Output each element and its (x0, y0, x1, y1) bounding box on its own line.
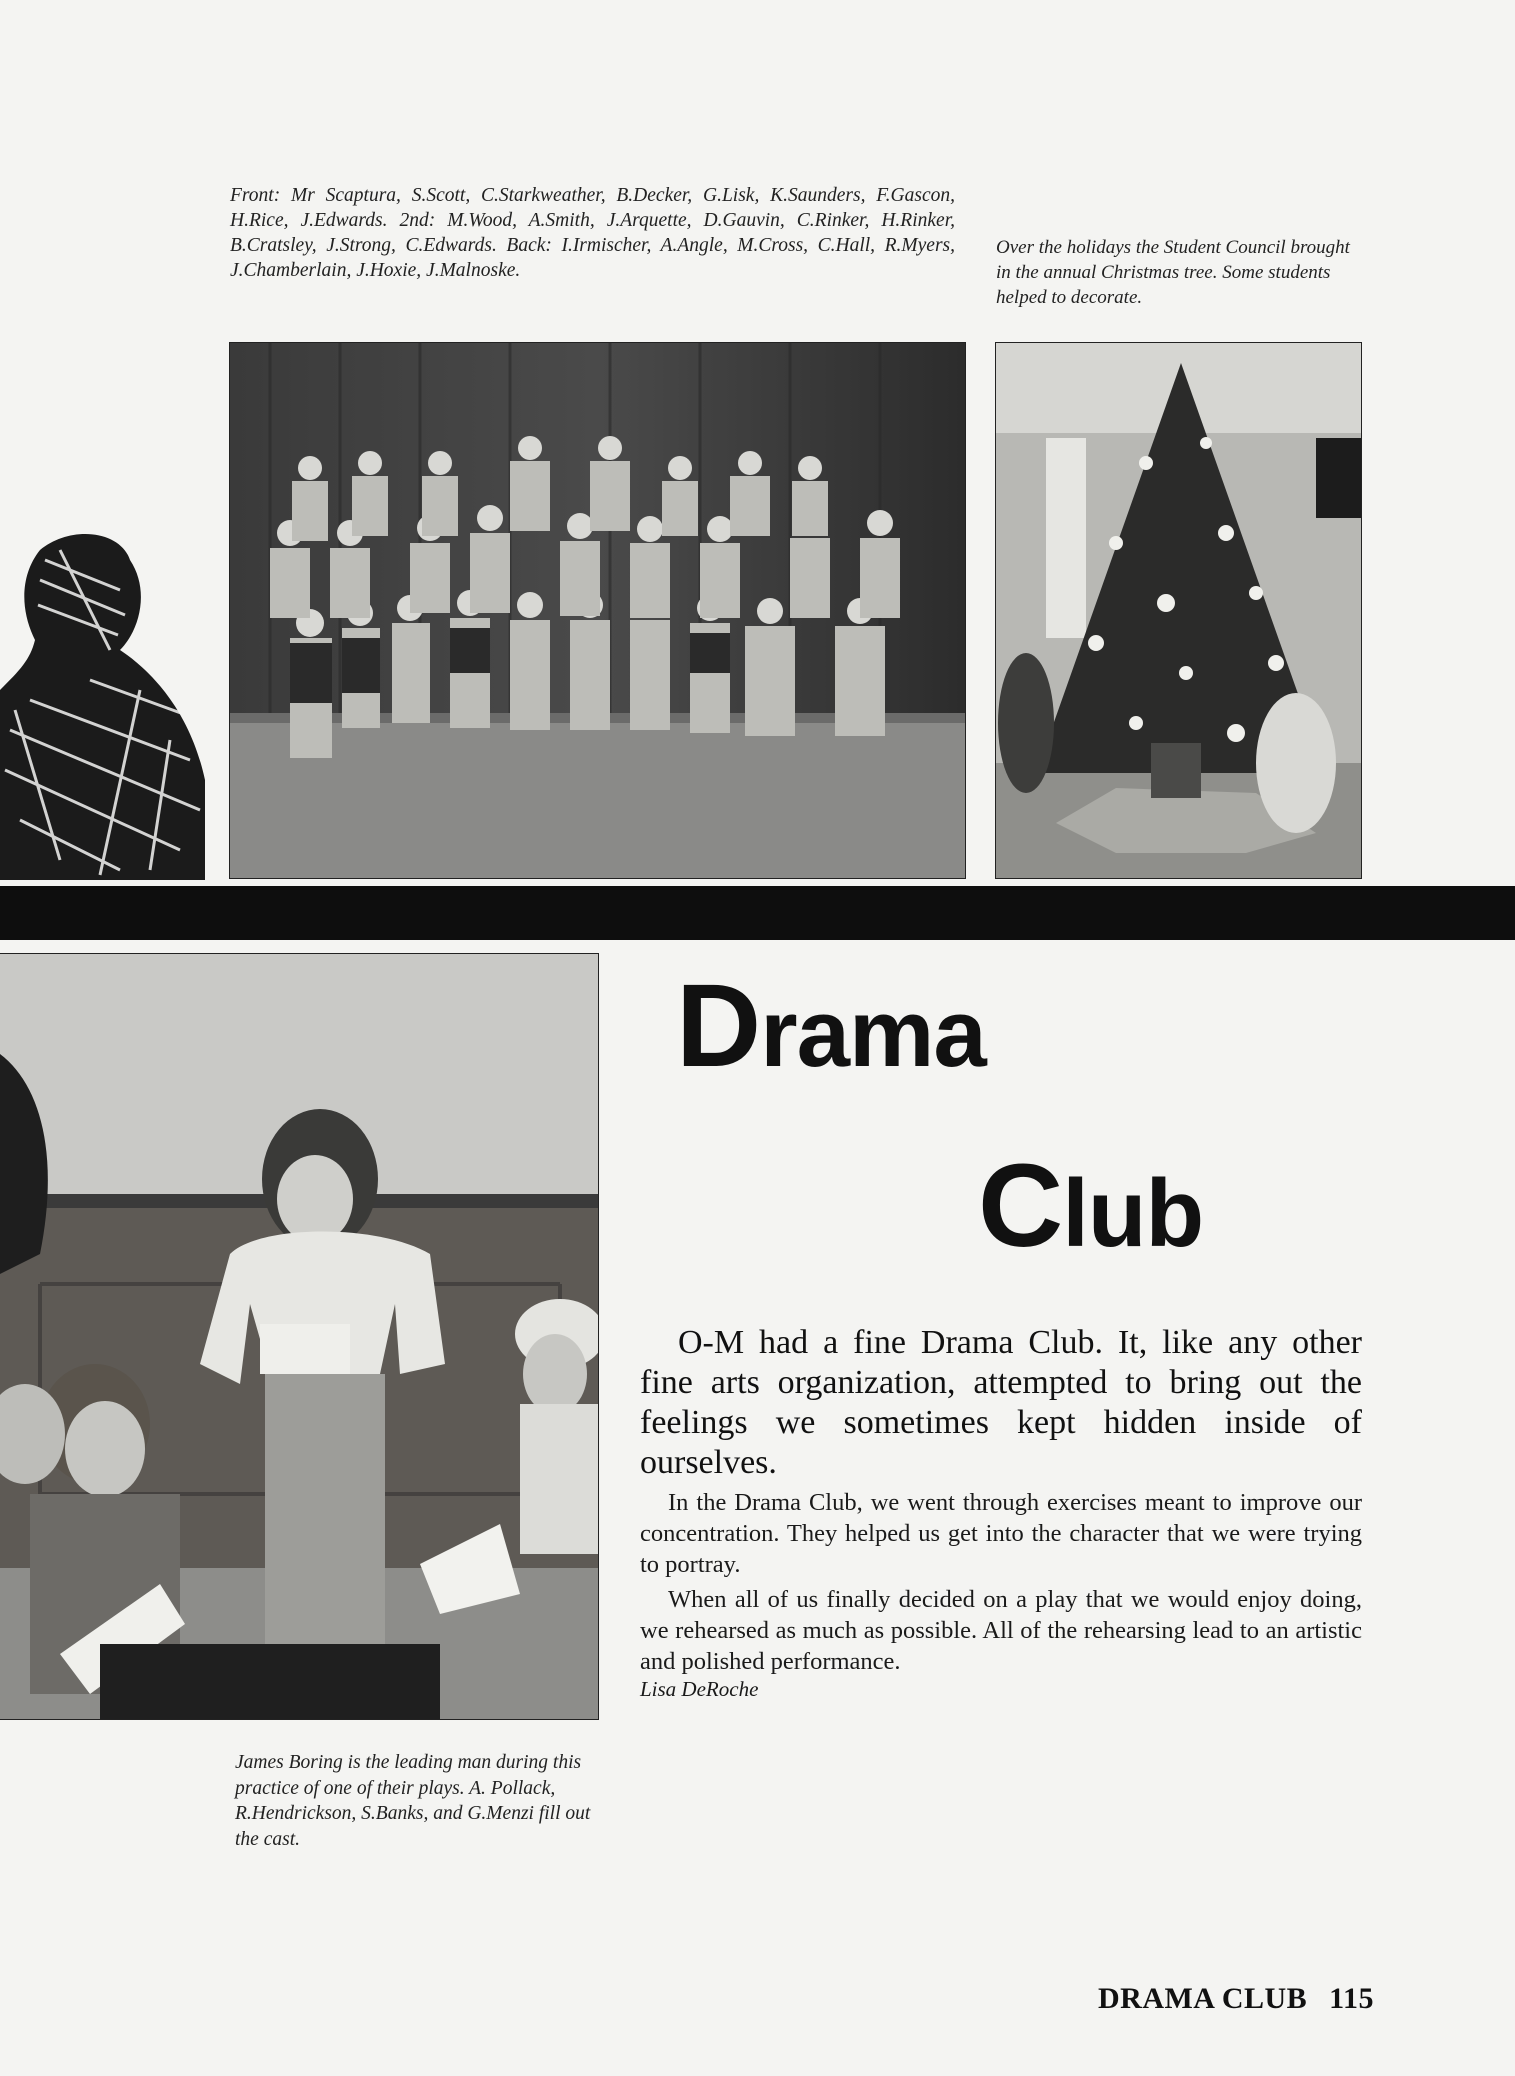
footer-section: DRAMA CLUB (1098, 1982, 1308, 2015)
rehearsal-photo-caption: James Boring is the leading man during this practice of one of their plays. A. Pollack, R.Hendrickson, S.Banks, and G.Menzi fill out the cast. (235, 1752, 591, 1850)
article (640, 1323, 1362, 1702)
headline-drama-initial: D (676, 960, 761, 1092)
headline-drama (676, 958, 986, 1094)
headline-club-initial: C (978, 1140, 1063, 1272)
article-byline: Lisa DeRoche (640, 1677, 759, 1701)
article-paragraph-2: When all of us finally decided on a play that we would enjoy doing, we rehearsed as much as possible. All of the rehearsing lead to an artistic and polished performance. (640, 1586, 1362, 1675)
group-photo (229, 342, 966, 879)
footer-page-number: 115 (1329, 1982, 1375, 2015)
divider-band (0, 886, 1515, 940)
headline-club-rest: lub (1062, 1160, 1204, 1267)
headline-club (978, 1138, 1203, 1274)
headline-drama-rest: rama (760, 980, 986, 1087)
sketch-illustration (0, 520, 210, 880)
christmas-tree-photo (995, 342, 1362, 879)
tree-photo-caption: Over the holidays the Student Council brought in the annual Christmas tree. Some students helped to decorate. (996, 237, 1350, 308)
article-lead: O-M had a fine Drama Club. It, like any other fine arts organization, attempted to bring out the feelings we sometimes kept hidden inside of ourselves. (640, 1324, 1362, 1481)
article-paragraph-1: In the Drama Club, we went through exercises meant to improve our concentration. They helped us get into the character that we were trying to portray. (640, 1489, 1362, 1578)
rehearsal-photo (0, 953, 599, 1720)
page-footer (1098, 1982, 1374, 2016)
group-photo-caption: Front: Mr Scaptura, S.Scott, C.Starkweather, B.Decker, G.Lisk, K.Saunders, F.Gascon, H.Rice, J.Edwards. 2nd: M.Wood, A.Smith, J.Arquette, D.Gauvin, C.Rinker, H.Rinker, B.Cratsley, J.Strong, C.Edwards. Back: I.Irmischer, A.Angle, M.Cross, C.Hall, R.Myers, J.Chamberlain, J.Hoxie, J.Malnoske. (230, 185, 955, 281)
